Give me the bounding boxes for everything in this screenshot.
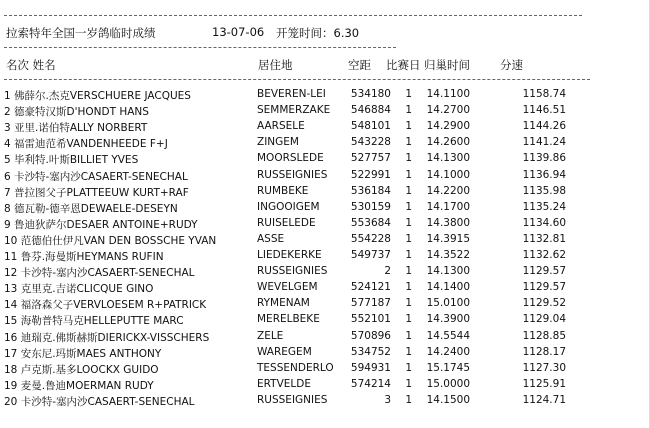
competitor-name: 6 卡沙特-塞内沙CASAERT-SENECHAL [4,170,188,183]
speed-value: 1139.86 [522,152,566,165]
race-date: 13-07-06 [212,25,265,39]
race-day: 1 [405,152,412,165]
race-day: 1 [405,249,412,261]
flight-distance: 553684 [350,216,391,229]
competitor-name: 2 德豪特汉斯D'HONDT HANS [4,106,149,119]
result-row [0,394,650,410]
arrival-time: 15.0100 [426,297,470,310]
competitor-name: 5 毕利特.叶斯BILLIET YVES [4,154,139,167]
competitor-location: RUSSEIGNIES [257,168,328,181]
competitor-location: ZINGEM [257,136,299,149]
competitor-location: AARSELE [257,120,305,133]
arrival-time: 14.5544 [426,329,470,342]
speed-value: 1128.17 [522,345,566,358]
arrival-time: 15.1745 [426,361,470,374]
flight-distance: 522991 [350,168,391,181]
arrival-time: 14.1500 [426,393,470,406]
competitor-location: RUSSEIGNIES [257,265,328,278]
flight-distance: 3 [384,393,391,406]
flight-distance: 577187 [350,297,391,310]
result-row [0,169,650,185]
race-day: 1 [405,168,412,181]
header-divider [4,79,590,80]
arrival-time: 14.3522 [426,249,470,261]
speed-value: 1141.24 [522,136,566,149]
flight-distance: 574214 [350,377,391,390]
result-row [0,313,650,329]
flight-distance: 2 [384,265,391,278]
speed-value: 1132.81 [522,232,566,245]
competitor-name: 14 福洛森父子VERVLOESEM R+PATRICK [4,299,207,312]
header-race-day: 比赛日 [386,58,421,72]
flight-distance: 543228 [350,136,391,149]
speed-value: 1135.24 [522,200,566,213]
result-row [0,120,650,136]
result-row [0,346,650,362]
flight-distance: 548101 [350,120,391,133]
result-row [0,281,650,297]
flight-distance: 536184 [350,184,391,197]
competitor-location: RUISELEDE [257,216,316,229]
arrival-time: 14.1000 [426,168,470,181]
arrival-time: 14.2200 [426,184,470,197]
race-day: 1 [405,313,412,326]
header-distance: 空距 [348,58,371,72]
header-arrival-time: 归巢时间 [424,58,470,72]
competitor-name: 12 卡沙特-塞内沙CASAERT-SENECHAL [4,267,195,280]
competitor-location: RUSSEIGNIES [257,393,328,406]
competitor-name: 8 德瓦勒-德辛恩DEWAELE-DESEYN [4,202,178,215]
arrival-time: 14.2400 [426,345,470,358]
flight-distance: 530159 [350,200,391,213]
speed-value: 1129.57 [522,265,566,278]
competitor-name: 11 鲁芬.海曼斯HEYMANS RUFIN [4,251,164,263]
title-divider [4,47,396,48]
arrival-time: 14.1700 [426,200,470,213]
arrival-time: 14.3800 [426,216,470,229]
speed-value: 1125.91 [522,377,566,390]
competitor-name: 4 福雷迪范希VANDENHEEDE F+J [4,138,168,151]
competitor-location: ASSE [257,232,285,245]
competitor-name: 3 亚里.诺伯特ALLY NORBERT [4,122,148,135]
flight-distance: 534752 [350,345,391,358]
release-time: 开笼时间：6.30 [276,26,360,40]
race-day: 1 [405,104,412,117]
competitor-location: SEMMERZAKE [257,104,331,117]
result-row [0,185,650,201]
speed-value: 1127.30 [522,361,566,374]
competitor-name: 7 普拉图父子PLATTEEUW KURT+RAF [4,186,189,199]
result-row [0,201,650,217]
competitor-location: RYMENAM [257,297,310,310]
results-title-row [6,25,360,41]
flight-distance: 554228 [350,232,391,245]
speed-value: 1134.60 [522,216,566,229]
race-day: 1 [405,377,412,390]
result-row [0,378,650,394]
race-day: 1 [405,329,412,342]
competitor-name: 10 范德伯仕伊凡VAN DEN BOSSCHE YVAN [4,234,217,247]
race-day: 1 [405,232,412,245]
race-day: 1 [405,345,412,358]
race-day: 1 [405,216,412,229]
race-day: 1 [405,361,412,374]
competitor-name: 20 卡沙特-塞内沙CASAERT-SENECHAL [4,395,195,408]
competitor-location: WEVELGEM [257,281,318,294]
competitor-location: ZELE [257,329,284,342]
flight-distance: 527757 [350,152,391,165]
arrival-time: 14.2900 [426,120,470,133]
speed-value: 1128.85 [522,329,566,342]
competitor-name: 1 佛薛尔.杰克VERSCHUERE JACQUES [4,90,191,102]
arrival-time: 14.2700 [426,104,470,117]
flight-distance: 594931 [350,361,391,374]
flight-distance: 549737 [350,249,391,261]
speed-value: 1129.52 [522,297,566,310]
result-row [0,152,650,168]
speed-value: 1135.98 [522,184,566,197]
speed-value: 1129.57 [522,281,566,294]
competitor-name: 9 鲁迪狄萨尔DESAER ANTOINE+RUDY [4,218,198,231]
race-day: 1 [405,297,412,310]
result-row [0,265,650,281]
result-row [0,104,650,120]
speed-value: 1129.04 [522,313,566,326]
arrival-time: 15.0000 [426,377,470,390]
flight-distance: 546884 [350,104,391,117]
competitor-name: 15 海勒普特马克HELLEPUTTE MARC [4,315,184,328]
race-day: 1 [405,393,412,406]
top-divider [4,15,582,16]
arrival-time: 14.1300 [426,265,470,278]
competitor-name: 16 迪瑞克.佛斯赫斯DIERICKX-VISSCHERS [4,331,210,344]
race-day: 1 [405,88,412,100]
competitor-location: ERTVELDE [257,377,311,390]
competitor-location: LIEDEKERKE [257,249,322,261]
flight-distance: 570896 [350,329,391,342]
speed-value: 1158.74 [522,88,566,100]
page-title: 拉索特年全国一岁鸽临时成绩 [6,26,156,40]
arrival-time: 14.1400 [426,281,470,294]
race-day: 1 [405,200,412,213]
header-rank-name: 名次 姓名 [6,58,56,72]
arrival-time: 14.1300 [426,152,470,165]
result-row [0,233,650,249]
speed-value: 1136.94 [522,168,566,181]
race-day: 1 [405,120,412,133]
result-row [0,362,650,378]
result-row [0,330,650,346]
flight-distance: 552101 [350,313,391,326]
competitor-name: 18 卢克斯.基多LOOCKX GUIDO [4,363,159,376]
speed-value: 1132.62 [522,249,566,261]
flight-distance: 524121 [350,281,391,294]
arrival-time: 14.3915 [426,232,470,245]
speed-value: 1144.26 [522,120,566,133]
result-row [0,88,650,104]
competitor-name: 19 麦曼.鲁迪MOERMAN RUDY [4,379,154,392]
competitor-location: TESSENDERLO [257,361,334,374]
arrival-time: 14.2600 [426,136,470,149]
header-location: 居住地 [258,58,293,72]
result-row [0,217,650,233]
competitor-location: INGOOIGEM [257,200,320,213]
header-speed: 分速 [500,58,523,72]
competitor-location: MERELBEKE [257,313,320,326]
flight-distance: 534180 [350,88,391,100]
result-row [0,249,650,265]
competitor-location: BEVEREN-LEI [257,88,326,100]
competitor-location: WAREGEM [257,345,312,358]
competitor-location: MOORSLEDE [257,152,324,165]
speed-value: 1146.51 [522,104,566,117]
race-day: 1 [405,184,412,197]
race-day: 1 [405,136,412,149]
competitor-location: RUMBEKE [257,184,309,197]
race-day: 1 [405,265,412,278]
arrival-time: 14.1100 [426,88,470,100]
competitor-name: 13 克里克.吉诺CLICQUE GINO [4,283,154,296]
arrival-time: 14.3900 [426,313,470,326]
speed-value: 1124.71 [522,393,566,406]
race-day: 1 [405,281,412,294]
result-row [0,297,650,313]
result-row [0,136,650,152]
competitor-name: 17 安东尼.玛斯MAES ANTHONY [4,347,162,360]
